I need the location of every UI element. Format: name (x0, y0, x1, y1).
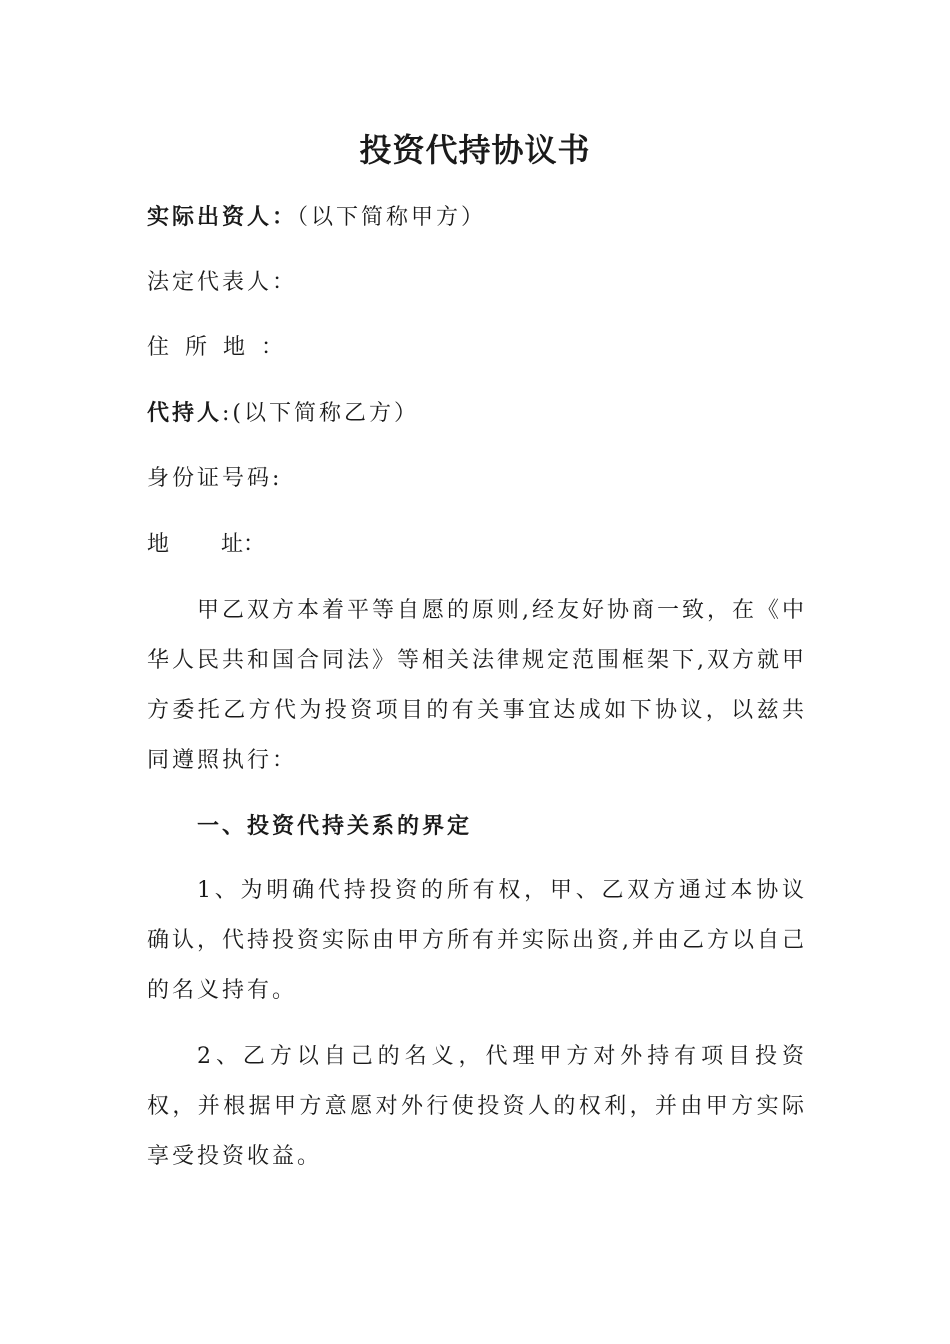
domicile-colon: ： (261, 335, 287, 360)
clause-1-paragraph: 1、为明确代持投资的所有权，甲、乙双方通过本协议确认，代持投资实际由甲方所有并实际出资,并由乙方以自己的名义持有。 (147, 878, 807, 1003)
preamble-paragraph: 甲乙双方本着平等自愿的原则,经友好协商一致，在《中华人民共和国合同法》等相关法律规定范围框架下,双方就甲方委托乙方代为投资项目的有关事宜达成如下协议，以兹共同遵照执行： (147, 598, 807, 773)
section-1-heading: 一、投资代持关系的界定 (197, 813, 473, 839)
address-label-b: 址： (221, 532, 266, 557)
party-a-label: 实际出资人： (147, 204, 298, 230)
address-label-a: 地 (147, 532, 170, 557)
party-b-line (147, 396, 419, 431)
party-a-line (147, 200, 486, 235)
legal-rep-label: 法定代表人： (147, 270, 298, 295)
party-a-note: （以下简称甲方） (297, 205, 487, 230)
domicile-line (147, 331, 286, 365)
party-b-label: 代持人 (147, 400, 223, 426)
clause-2-paragraph: 2、乙方以自己的名义，代理甲方对外持有项目投资权，并根据甲方意愿对外行使投资人的权利，并由甲方实际享受投资收益。 (147, 1044, 807, 1169)
document-title: 投资代持协议书 (359, 131, 591, 169)
id-number-label: 身份证号码: (147, 466, 283, 491)
legal-rep-line (147, 266, 297, 300)
id-number-line (147, 462, 282, 496)
domicile-label: 住所地 (147, 335, 262, 360)
address-line (147, 528, 265, 562)
party-b-note: :(以下简称乙方） (222, 401, 420, 426)
